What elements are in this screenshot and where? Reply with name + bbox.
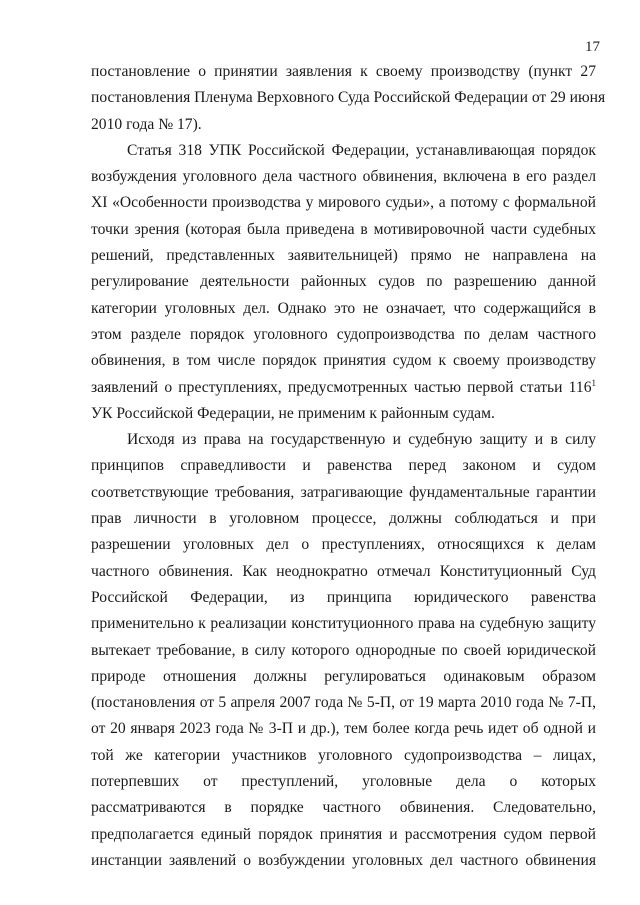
text-line: предполагается единый порядок принятия и рассмотрения судом первой [91, 825, 596, 843]
text-line: точки зрения (которая была приведена в мотивировочной части судебных [91, 220, 596, 238]
text-line: разрешении уголовных дел о преступлениях, относящихся к делам [91, 536, 596, 554]
paragraph-start-line: Исходя из права на государственную и судебную защиту и в силу [127, 431, 596, 449]
text-line-with-footnote [91, 375, 596, 401]
text-line: рассматриваются в порядке частного обвинения. Следовательно, [91, 799, 596, 817]
text-line: 2010 года № 17). [91, 115, 202, 133]
text-line: постановление о принятии заявления к своему производству (пункт 27 [91, 63, 596, 80]
text-line: Российской Федерации, из принципа юридического равенства [91, 588, 596, 606]
text-line: этом разделе порядок уголовного судопроизводства по делам частного [91, 325, 596, 343]
text-line: постановления Пленума Верховного Суда Российской Федерации от 29 июня [91, 89, 606, 107]
text-line: обвинения, в том числе порядок принятия судом к своему производству [91, 352, 596, 370]
body-text [91, 59, 606, 874]
text-line: вытекает требование, в силу которого однородные по своей юридической [91, 641, 596, 659]
page-number: 17 [585, 39, 600, 55]
text-line: потерпевших от преступлений, уголовные дела о которых [91, 773, 596, 791]
superscript: 1 [591, 377, 596, 388]
text-line: той же категории участников уголовного судопроизводства – лицах, [91, 746, 596, 764]
text-line: УК Российской Федерации, не применим к районным судам. [91, 404, 495, 422]
text-line: (постановления от 5 апреля 2007 года № 5-П, от 19 марта 2010 года № 7-П, [91, 694, 596, 712]
text-line: решений, представленных заявительницей) прямо не направлена на [91, 247, 596, 265]
text-line: возбуждения уголовного дела частного обвинения, включена в его раздел [91, 168, 596, 186]
text-line: от 20 января 2023 года № 3-П и др.), тем более когда речь идет об одной и [91, 720, 596, 738]
text-line: частного обвинения. Как неоднократно отмечал Конституционный Суд [91, 562, 596, 580]
paragraph-start-line: Статья 318 УПК Российской Федерации, устанавливающая порядок [127, 141, 596, 159]
text-line: заявлений о преступлениях, предусмотренных частью первой статьи 116 [91, 378, 592, 396]
text-line: природе отношения должны регулироваться одинаковым образом [91, 667, 596, 685]
text-line: применительно к реализации конституционного права на судебную защиту [91, 615, 596, 633]
text-line: соответствующие требования, затрагивающие фундаментальные гарантии [91, 483, 596, 501]
text-line: категории уголовных дел. Однако это не означает, что содержащийся в [91, 299, 596, 317]
text-line: XI «Особенности производства у мирового судьи», а потому с формальной [91, 194, 596, 212]
text-line: инстанции заявлений о возбуждении уголовных дел частного обвинения [91, 851, 596, 869]
text-line: прав личности в уголовном процессе, должны соблюдаться и при [91, 510, 596, 528]
text-line: регулирование деятельности районных судов по разрешению данной [91, 273, 596, 291]
text-line: принципов справедливости и равенства перед законом и судом [91, 457, 596, 475]
